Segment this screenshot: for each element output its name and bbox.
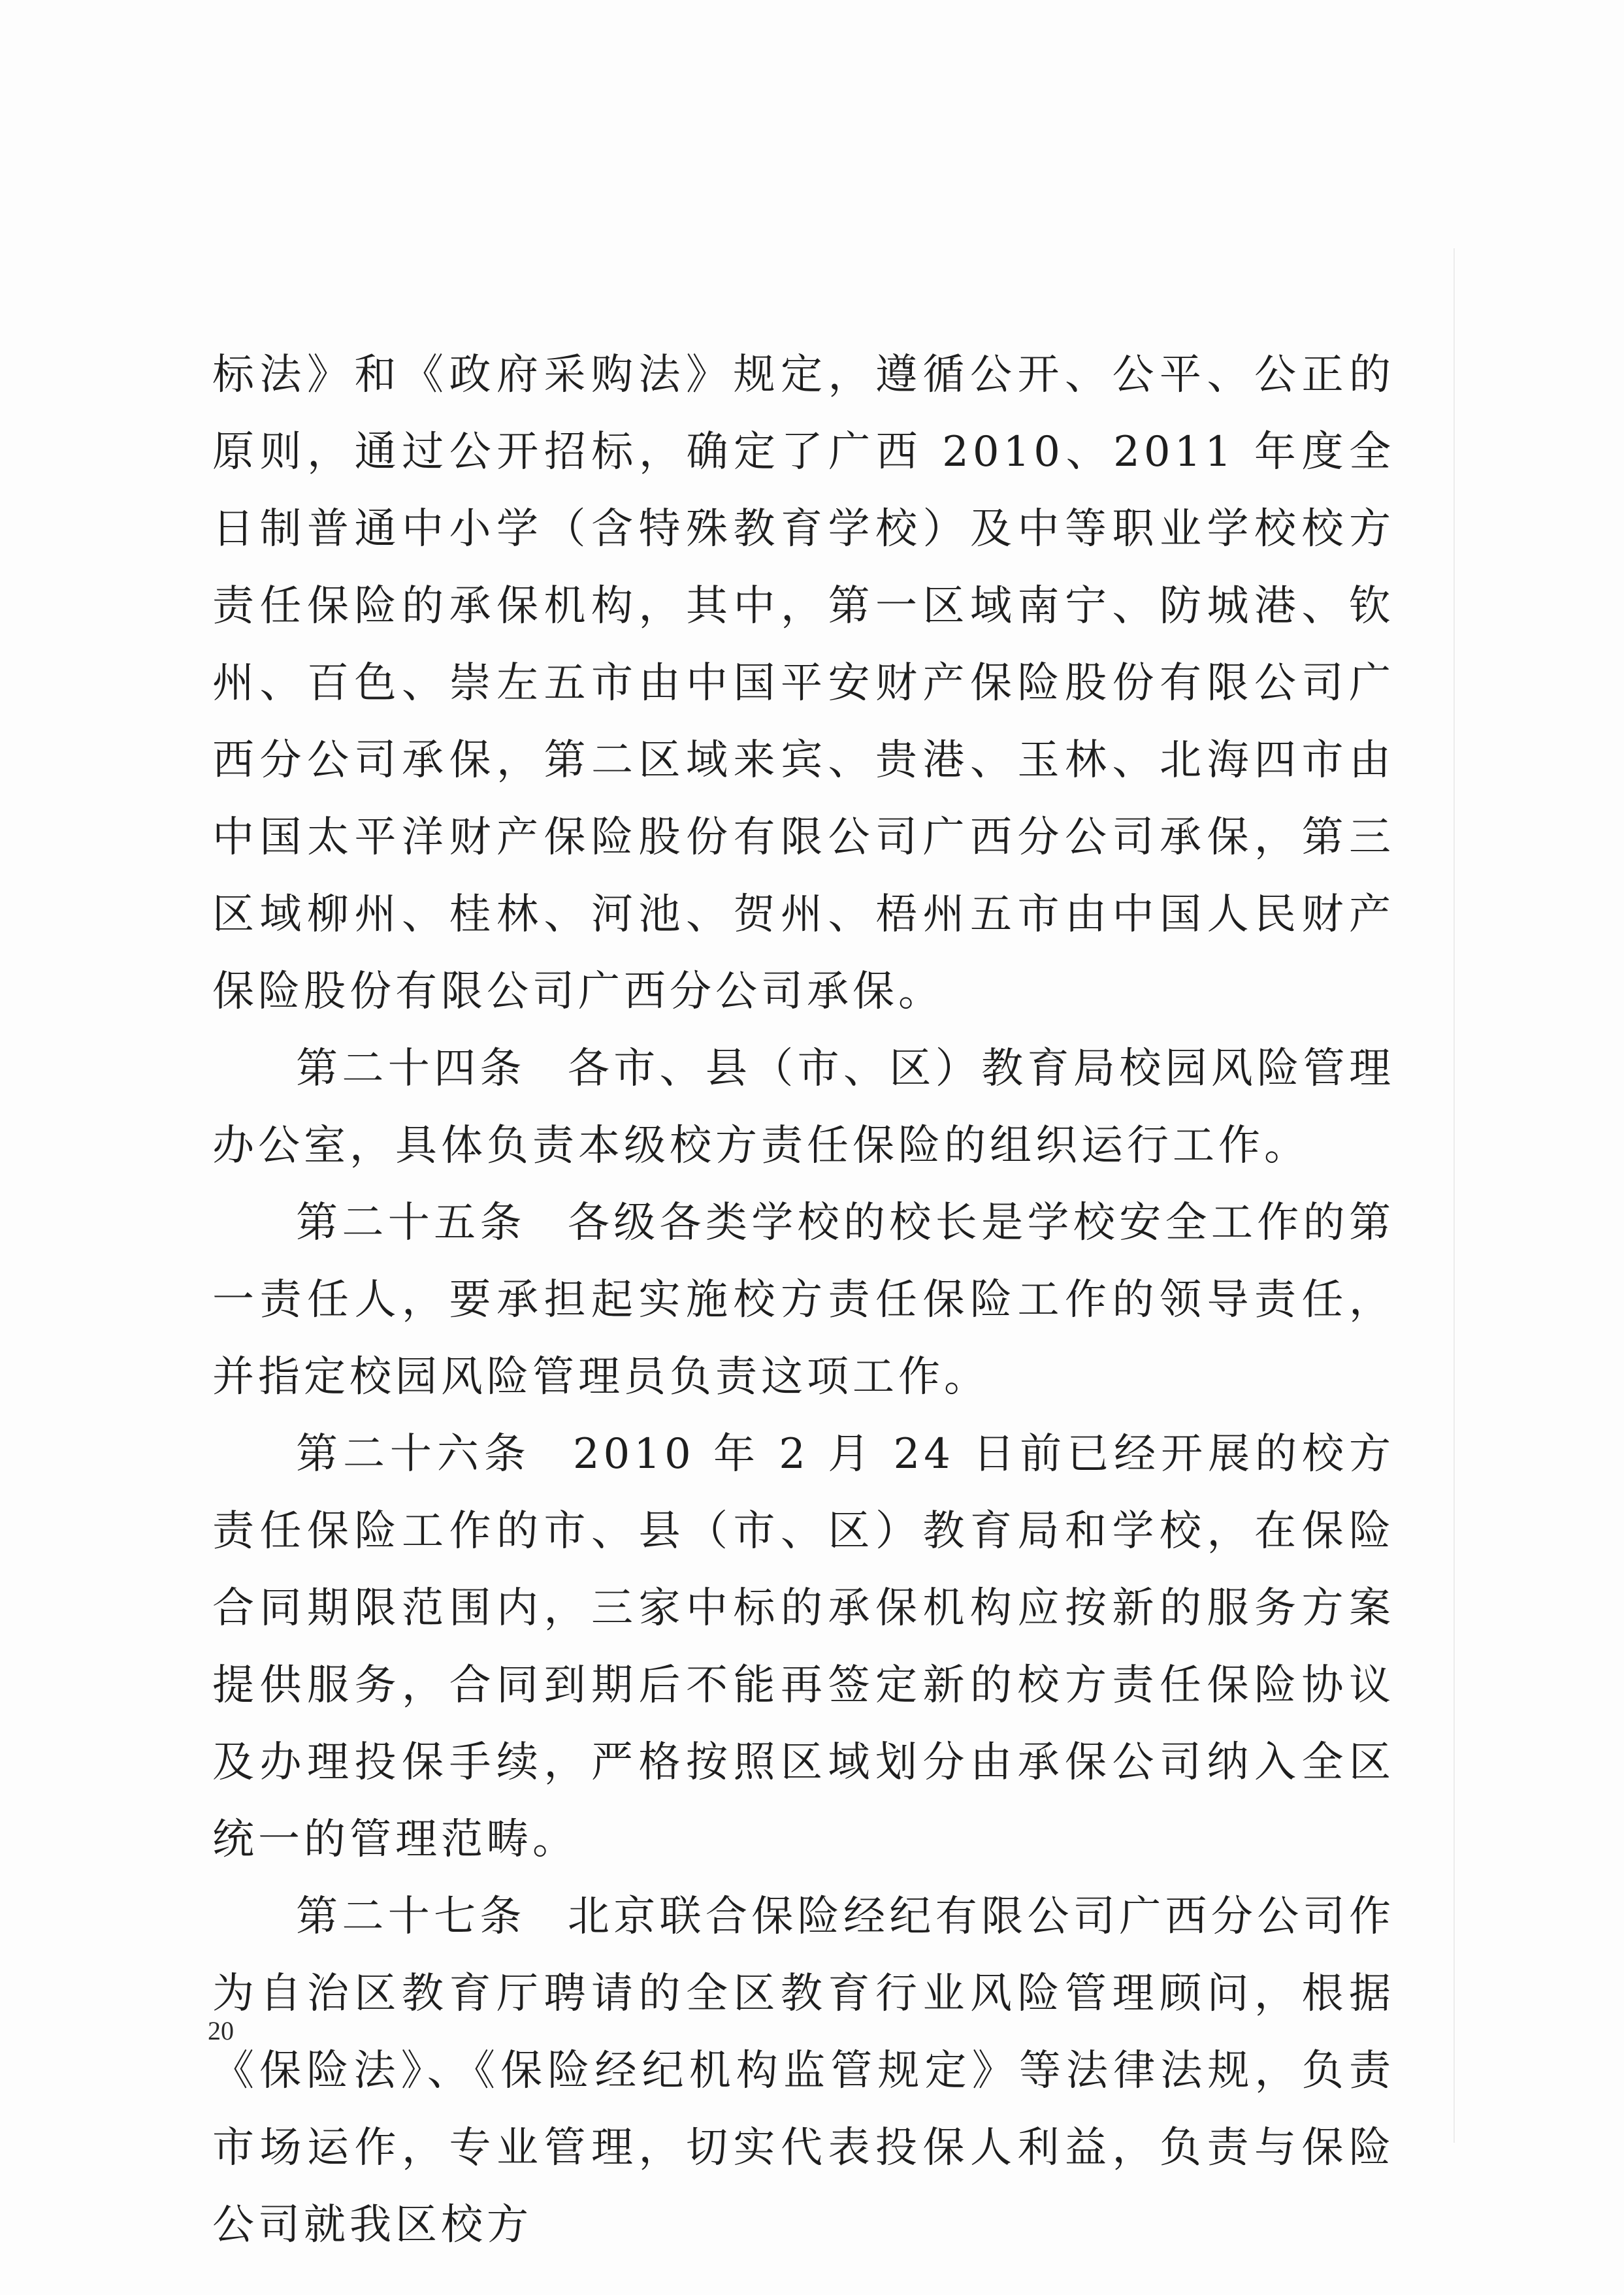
article-number: 第二十五条 <box>296 1199 526 1247</box>
paragraph-text: 2010 年 2 月 24 日前已经开展的校方责任保险工作的市、县（市、区）教育局和学校，在保险合同期限范围内，三家中标的承保机构应按新的服务方案提供服务，合同到期后不能再签定新的校方责任保险协议及办理投保手续，严格按照区域划分由承保公司纳入全区统一的管理范畴。 <box>212 1430 1395 1864</box>
paragraph-article-27 <box>212 1878 1395 2264</box>
paragraph-text: 北京联合保险经纪有限公司广西分公司作为自治区教育厅聘请的全区教育行业风险管理顾问，根据《保险法》、《保险经纪机构监管规定》等法律法规，负责市场运作，专业管理，切实代表投保人利益，负责与保险公司就我区校方 <box>212 1893 1395 2249</box>
paragraph-article-24 <box>212 1030 1395 1184</box>
article-number: 第二十四条 <box>296 1045 526 1093</box>
scan-edge-shadow <box>1453 248 1455 2143</box>
article-number: 第二十七条 <box>296 1893 526 1941</box>
paragraph-text: 各级各类学校的校长是学校安全工作的第一责任人，要承担起实施校方责任保险工作的领导责任，并指定校园风险管理员负责这项工作。 <box>212 1199 1395 1401</box>
paragraph-text: 各市、县（市、区）教育局校园风险管理办公室，具体负责本级校方责任保险的组织运行工作。 <box>212 1045 1395 1170</box>
paragraph-continuation <box>212 336 1395 1030</box>
paragraph-text: 标法》和《政府采购法》规定，遵循公开、公平、公正的原则，通过公开招标，确定了广西 2010、2011 年度全日制普通中小学（含特殊教育学校）及中等职业学校校方责任保险的承保机构，其中，第一区域南宁、防城港、钦州、百色、崇左五市由中国平安财产保险股份有限公司广西分公司承保，第二区域来宾、贵港、玉林、北海四市由中国太平洋财产保险股份有限公司广西分公司承保，第三区域柳州、桂林、河池、贺州、梧州五市由中国人民财产保险股份有限公司广西分公司承保。 <box>212 351 1395 1016</box>
paragraph-article-26 <box>212 1416 1395 1878</box>
paragraph-article-25 <box>212 1184 1395 1416</box>
article-number: 第二十六条 <box>296 1430 531 1478</box>
document-body <box>212 336 1395 2264</box>
page-number: 20 <box>208 2016 234 2045</box>
